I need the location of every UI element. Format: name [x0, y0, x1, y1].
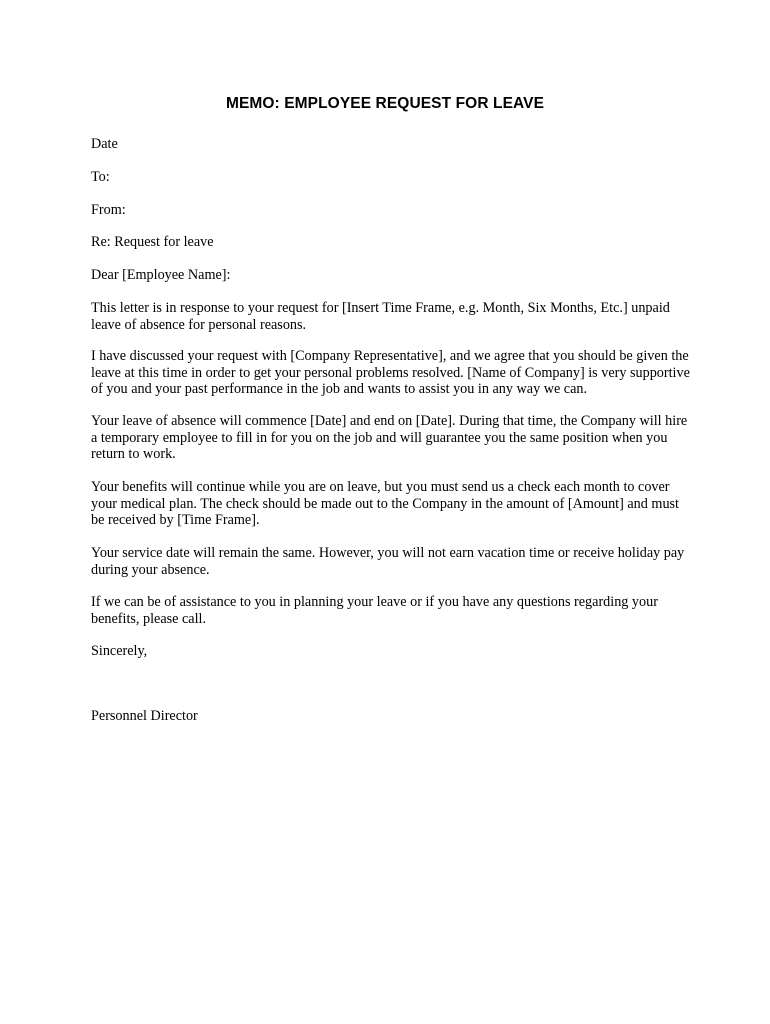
- memo-title: MEMO: EMPLOYEE REQUEST FOR LEAVE: [225, 95, 545, 112]
- from-line: From:: [91, 202, 126, 218]
- paragraph-benefits: Your benefits will continue while you are on leave, but you must send us a check each month to cover your medical plan. The check should be made out to the Company in the amount of [Amount] and must be received by [Time Frame].: [91, 479, 679, 528]
- paragraph-request: This letter is in response to your request for [Insert Time Frame, e.g. Month, Six Months, Etc.] unpaid leave of absence for personal reasons.: [91, 300, 670, 333]
- paragraph-assistance: If we can be of assistance to you in planning your leave or if you have any questions regarding your benefits, please call.: [91, 594, 658, 627]
- paragraph-leave-period: Your leave of absence will commence [Date] and end on [Date]. During that time, the Company will hire a temporary employee to fill in for you on the job and will guarantee you the same position when you return to work.: [91, 413, 688, 462]
- paragraph-service-date: Your service date will remain the same. However, you will not earn vacation time or receive holiday pay during your absence.: [91, 545, 685, 578]
- date-line: Date: [91, 136, 118, 152]
- re-line: Re: Request for leave: [91, 234, 214, 250]
- closing: Sincerely,: [91, 643, 148, 659]
- salutation: Dear [Employee Name]:: [91, 267, 231, 283]
- signature: Personnel Director: [91, 708, 198, 724]
- to-line: To:: [91, 169, 110, 185]
- paragraph-discussion: I have discussed your request with [Company Representative], and we agree that you should be given the leave at this time in order to get your personal problems resolved. [Name of Company] is very supportive of you and your past performance in the job and wants to assist you in any way we can.: [91, 348, 690, 397]
